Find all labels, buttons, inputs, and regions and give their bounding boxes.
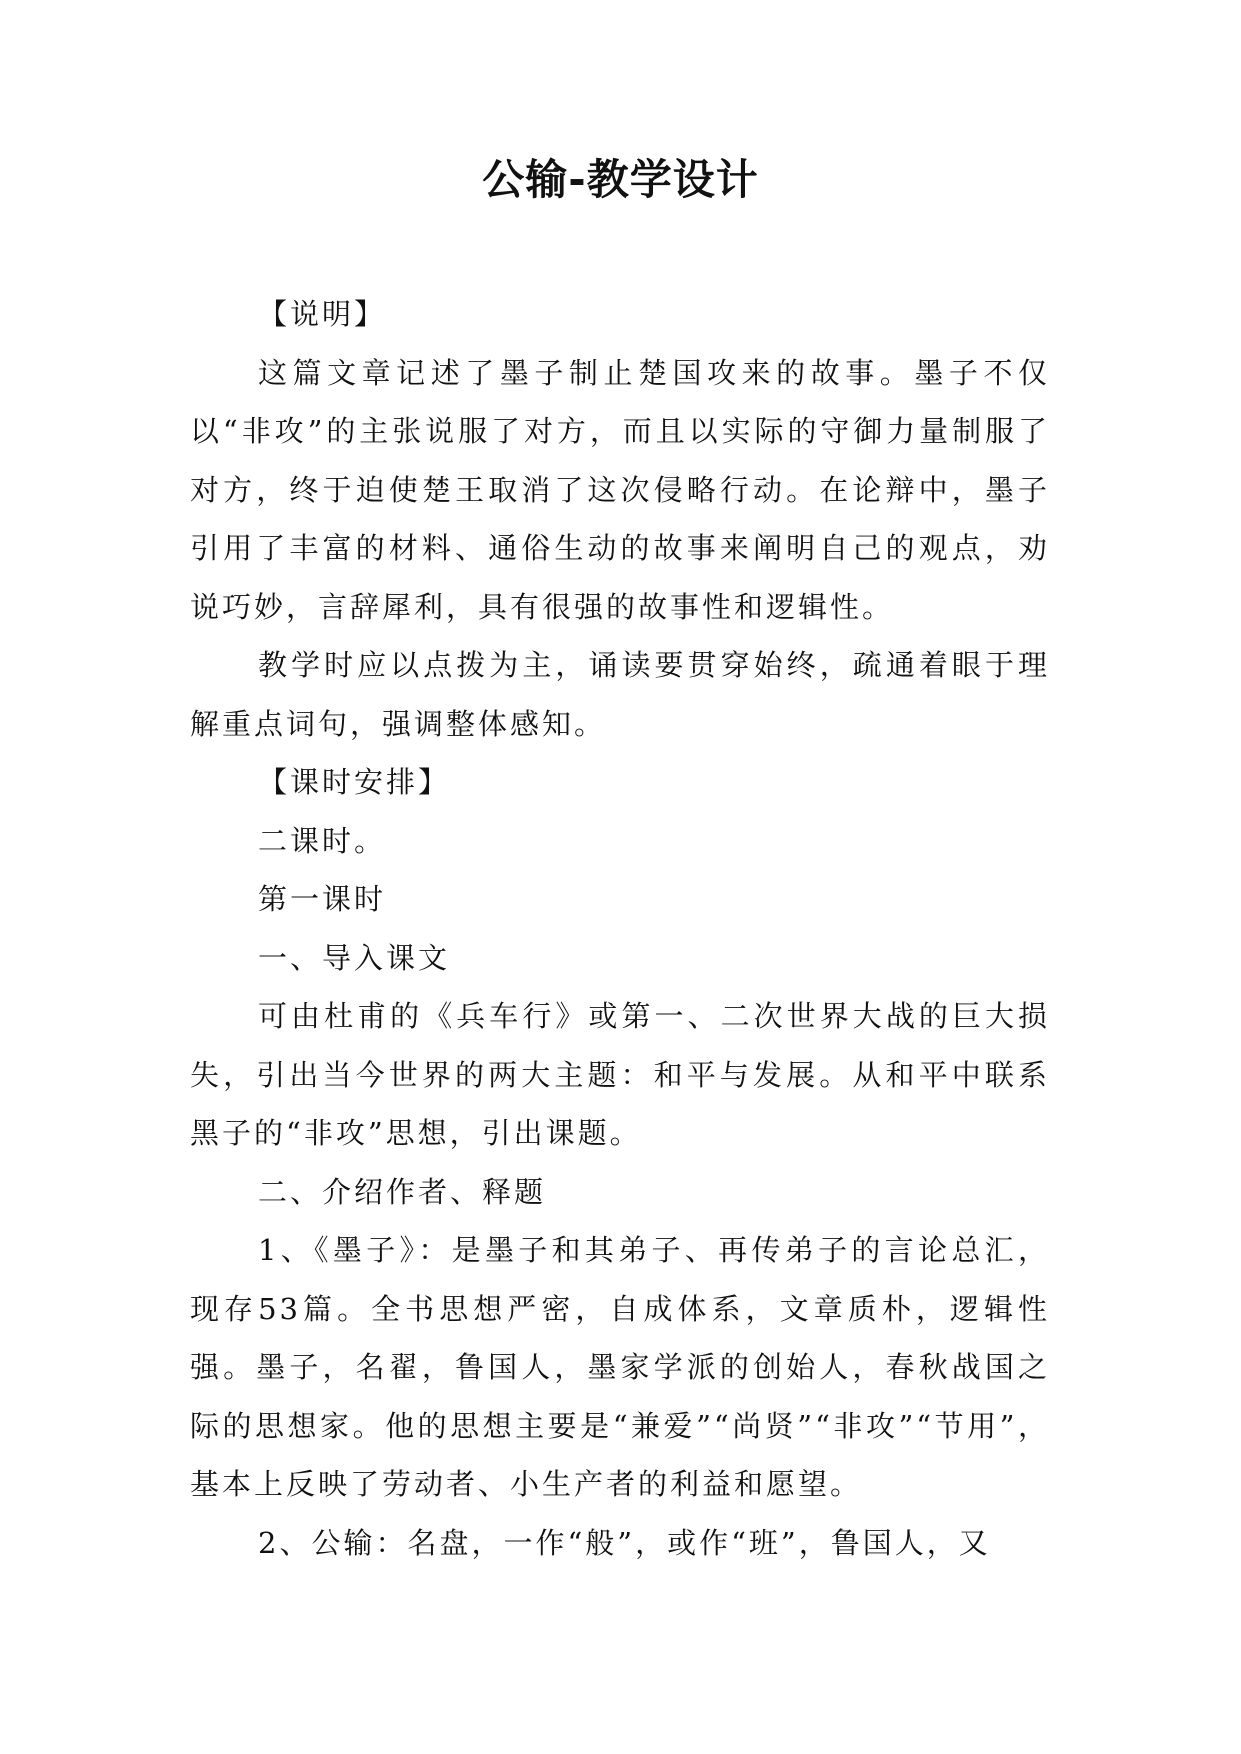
paragraph-teaching-approach: 教学时应以点拨为主，诵读要贯穿始终，疏通着眼于理解重点词句，强调整体感知。: [190, 648, 1050, 741]
page-title: 公输-教学设计: [482, 155, 759, 204]
paragraph-mozi: 1、《墨子》：是墨子和其弟子、再传弟子的言论总汇，现存53篇。全书思想严密，自成体系，文章质朴，逻辑性强。墨子，名翟，鲁国人，墨家学派的创始人，春秋战国之际的思想家。他的思想主要是“兼爱”“尚贤”“非攻”“节用”，基本上反映了劳动者、小生产者的利益和愿望。: [190, 1233, 1050, 1501]
lesson-heading-first: 第一课时: [258, 882, 387, 916]
paragraph-summary: 这篇文章记述了墨子制止楚国攻来的故事。墨子不仅以“非攻”的主张说服了对方，而且以实际的守御力量制服了对方，终于迫使楚王取消了这次侵略行动。在论辩中，墨子引用了丰富的材料、通俗生动的故事来阐明自己的观点，劝说巧妙，言辞犀利，具有很强的故事性和逻辑性。: [190, 355, 1050, 624]
document-body: [190, 285, 1050, 1572]
step-heading-author: 二、介绍作者、释题: [258, 1174, 547, 1209]
step-heading-introduction: 一、导入课文: [258, 940, 451, 975]
section-heading-schedule: 【课时安排】: [258, 765, 451, 799]
section-heading-explanation: 【说明】: [258, 297, 387, 331]
paragraph-introduction: 可由杜甫的《兵车行》或第一、二次世界大战的巨大损失，引出当今世界的两大主题：和平与发展。从和平中联系黑子的“非攻”思想，引出课题。: [190, 999, 1050, 1150]
paragraph-gongshu: 2、公输：名盘，一作“般”，或作“班”，鲁国人，又: [258, 1525, 991, 1560]
paragraph-lesson-count: 二课时。: [258, 823, 387, 858]
